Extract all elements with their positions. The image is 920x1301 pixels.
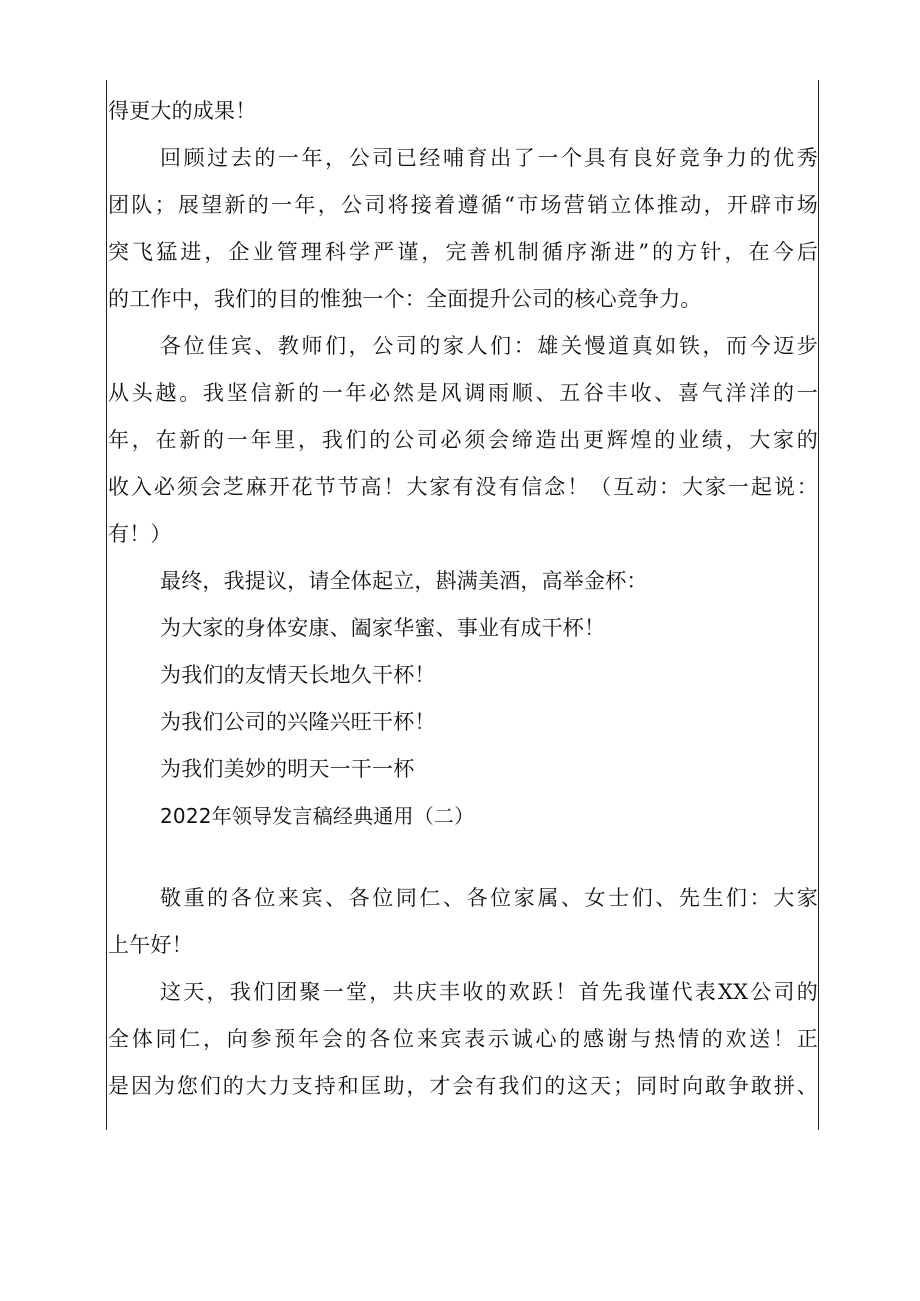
paragraph-line: 各位佳宾、教师们，公司的家人们：雄关慢道真如铁，而今迈步	[160, 334, 818, 358]
paragraph-line: 从头越。我坚信新的一年必然是风调雨顺、五谷丰收、喜气洋洋的一	[108, 381, 818, 405]
paragraph-line: 全体同仁，向参预年会的各位来宾表示诚心的感谢与热情的欢送！正	[108, 1027, 818, 1051]
document-body	[108, 88, 818, 1110]
section-spacer	[108, 840, 818, 875]
paragraph-line: 的工作中，我们的目的惟独一个：全面提升公司的核心竞争力。	[108, 287, 702, 311]
toast-line: 为我们的友情天长地久干杯！	[160, 663, 436, 687]
toast-line: 为我们美妙的明天一干一杯	[160, 757, 415, 781]
section-heading: 2022年领导发言稿经典通用（二）	[160, 804, 475, 828]
paragraph-line: 有！）	[108, 522, 172, 546]
paragraph-line: 敬重的各位来宾、各位同仁、各位家属、女士们、先生们：大家	[160, 886, 818, 910]
paragraph-line: 这天，我们团聚一堂，共庆丰收的欢跃！首先我谨代表XX公司的	[160, 980, 818, 1004]
toast-line: 为我们公司的兴隆兴旺干杯！	[160, 710, 436, 734]
paragraph-line: 回顾过去的一年，公司已经哺育出了一个具有良好竞争力的优秀	[160, 146, 818, 170]
paragraph-line: 是因为您们的大力支持和匡助，才会有我们的这天；同时向敢争敢拼、	[108, 1074, 818, 1098]
paragraph-line: 收入必须会芝麻开花节节高！大家有没有信念！（互动：大家一起说：	[108, 475, 818, 499]
left-border-line	[106, 80, 107, 1130]
paragraph-line: 得更大的成果！	[108, 99, 257, 123]
paragraph-line: 最终，我提议，请全体起立，斟满美酒，高举金杯：	[160, 569, 648, 593]
paragraph-line: 年，在新的一年里，我们的公司必须会缔造出更辉煌的业绩，大家的	[108, 428, 818, 452]
paragraph-line: 突飞猛进，企业管理科学严谨，完善机制循序渐进”的方针，在今后	[108, 240, 818, 264]
right-border-line	[818, 80, 819, 1130]
toast-line: 为大家的身体安康、阖家华蜜、事业有成干杯！	[160, 616, 606, 640]
paragraph-line: 团队；展望新的一年，公司将接着遵循“市场营销立体推动，开辟市场	[108, 193, 818, 217]
paragraph-line: 上午好！	[108, 933, 193, 957]
